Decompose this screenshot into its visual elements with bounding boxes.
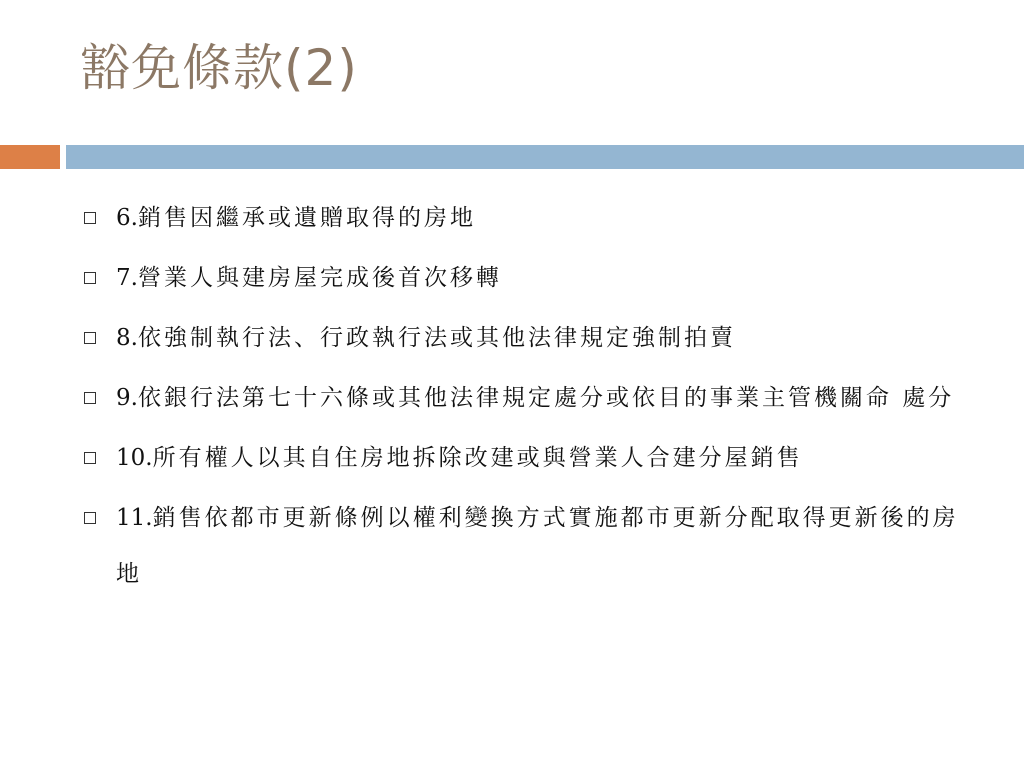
item-number: 10. [116,445,153,471]
square-bullet-icon [84,392,96,404]
square-bullet-icon [84,452,96,464]
square-bullet-icon [84,332,96,344]
accent-bar-orange [0,145,60,169]
list-item [84,490,984,602]
square-bullet-icon [84,212,96,224]
list-item [84,250,984,306]
accent-bar-blue [66,145,1024,169]
square-bullet-icon [84,512,96,524]
item-text: 所有權人以其自住房地拆除改建或與營業人合建分屋銷售 [152,445,803,471]
list-item [84,430,984,486]
item-text: 營業人與建房屋完成後首次移轉 [137,265,502,291]
item-number: 6. [116,205,138,231]
item-text: 銷售依都市更新條例以權利變換方式實施都市更新分配取得更新後的房地 [116,505,959,587]
item-text: 依強制執行法、行政執行法或其他法律規定強制拍賣 [137,325,736,351]
bullet-list [84,190,984,606]
item-number: 11. [116,505,153,531]
square-bullet-icon [84,272,96,284]
item-number: 7. [116,265,138,291]
list-item [84,370,984,426]
list-item [84,190,984,246]
list-item [84,310,984,366]
item-text: 銷售因繼承或遺贈取得的房地 [137,205,476,231]
item-number: 8. [116,325,138,351]
item-text: 依銀行法第七十六條或其他法律規定處分或依目的事業主管機關命 處分 [137,385,955,411]
item-number: 9. [116,385,138,411]
slide-title: 豁免條款(2) [80,39,358,97]
